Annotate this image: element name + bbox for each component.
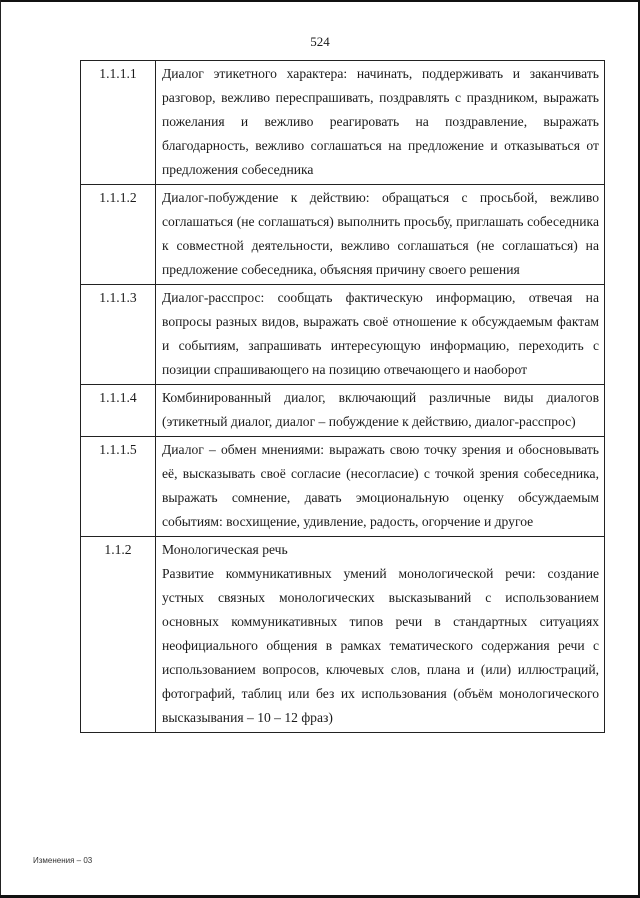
row-number: 1.1.1.5 [81,437,156,537]
content-table [80,60,605,733]
table-row [81,385,605,437]
row-number: 1.1.1.1 [81,61,156,185]
table-row [81,185,605,285]
row-text: Комбинированный диалог, включающий различные виды диалогов (этикетный диалог, диалог – побуждение к действию, диалог-расспрос) [156,385,605,437]
row-text: Диалог этикетного характера: начинать, поддерживать и заканчивать разговор, вежливо переспрашивать, поздравлять с праздником, выражать пожелания и вежливо реагировать на поздравление, выражать благодарность, вежливо соглашаться на предложение и отказываться от предложения собеседника [156,61,605,185]
table-row [81,285,605,385]
row-text: Развитие коммуникативных умений монологической речи: создание устных связных монологических высказываний с использованием основных коммуникативных типов речи в стандартных ситуациях неофициального общения в рамках тематического содержания речи с использованием вопросов, ключевых слов, плана и (или) иллюстраций, фотографий, таблиц или без их использования (объём монологического высказывания – 10 – 12 фраз) [162,566,599,725]
section-title: Монологическая речь [162,542,288,557]
table-row [81,537,605,733]
scan-edge-left [0,0,1,898]
footer-note: Изменения – 03 [33,856,93,865]
row-number: 1.1.1.4 [81,385,156,437]
table-row [81,61,605,185]
row-number: 1.1.1.2 [81,185,156,285]
page-number: 524 [310,34,330,49]
row-cell [156,537,605,733]
row-text: Диалог-побуждение к действию: обращаться с просьбой, вежливо соглашаться (не соглашаться) выполнить просьбу, приглашать собеседника к совместной деятельности, вежливо соглашаться (не соглашаться) на предложение собеседника, объясняя причину своего решения [156,185,605,285]
row-number: 1.1.2 [81,537,156,733]
table-row [81,437,605,537]
row-text: Диалог-расспрос: сообщать фактическую информацию, отвечая на вопросы разных видов, выражать своё отношение к обсуждаемым фактам и событиям, запрашивать интересующую информацию, переходить с позиции спрашивающего на позицию отвечающего и наоборот [156,285,605,385]
scan-edge-top [0,0,640,2]
row-number: 1.1.1.3 [81,285,156,385]
row-text: Диалог – обмен мнениями: выражать свою точку зрения и обосновывать её, высказывать своё согласие (несогласие) с точкой зрения собеседника, выражать сомнение, давать эмоциональную оценку обсуждаемым событиям: восхищение, удивление, радость, огорчение и другое [156,437,605,537]
